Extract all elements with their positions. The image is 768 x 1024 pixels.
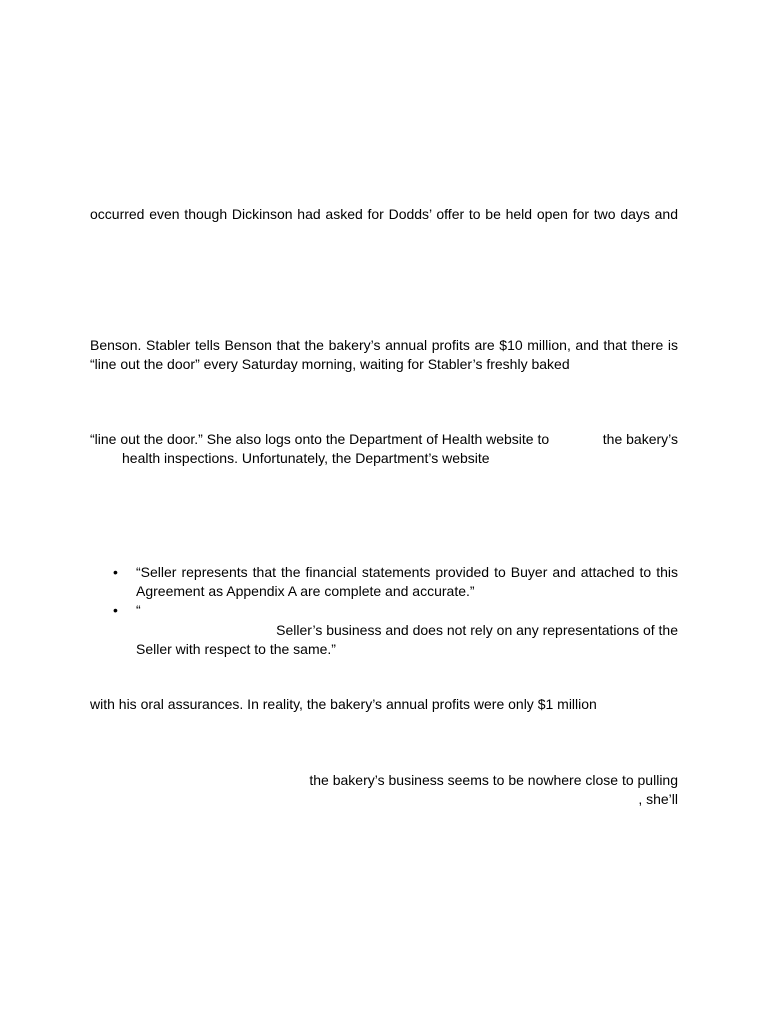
- paragraph-4-line-1: with his oral assurances. In reality, the bakery’s annual profits were only $1 million: [90, 696, 597, 712]
- bullet-2-line-3: Seller with respect to the same.”: [136, 641, 336, 657]
- paragraph-2-line-2: “line out the door” every Saturday morning, waiting for Stabler’s freshly baked: [90, 356, 570, 372]
- paragraph-5-line-1: the bakery’s business seems to be nowhere close to pulling: [309, 772, 678, 788]
- bullet-marker-1: •: [113, 564, 118, 580]
- paragraph-3-line-2: health inspections. Unfortunately, the Department’s website: [122, 450, 490, 466]
- paragraph-3-line-1-right: the bakery’s: [602, 431, 678, 447]
- bullet-1-line-1: “Seller represents that the financial statements provided to Buyer and attached to this: [136, 564, 678, 580]
- paragraph-1-line-1: occurred even though Dickinson had asked for Dodds’ offer to be held open for two days and: [90, 206, 678, 222]
- paragraph-3-line-1-left: “line out the door.” She also logs onto the Department of Health website to: [90, 431, 550, 447]
- paragraph-5-line-2: , she’ll: [638, 791, 678, 807]
- bullet-2-line-1: “: [136, 602, 141, 618]
- bullet-2-line-2: Seller’s business and does not rely on any representations of the: [276, 622, 678, 638]
- bullet-marker-2: •: [113, 602, 118, 618]
- bullet-1-line-2: Agreement as Appendix A are complete and accurate.”: [136, 583, 475, 599]
- paragraph-2-line-1: Benson. Stabler tells Benson that the bakery’s annual profits are $10 million, and that there is: [90, 337, 678, 353]
